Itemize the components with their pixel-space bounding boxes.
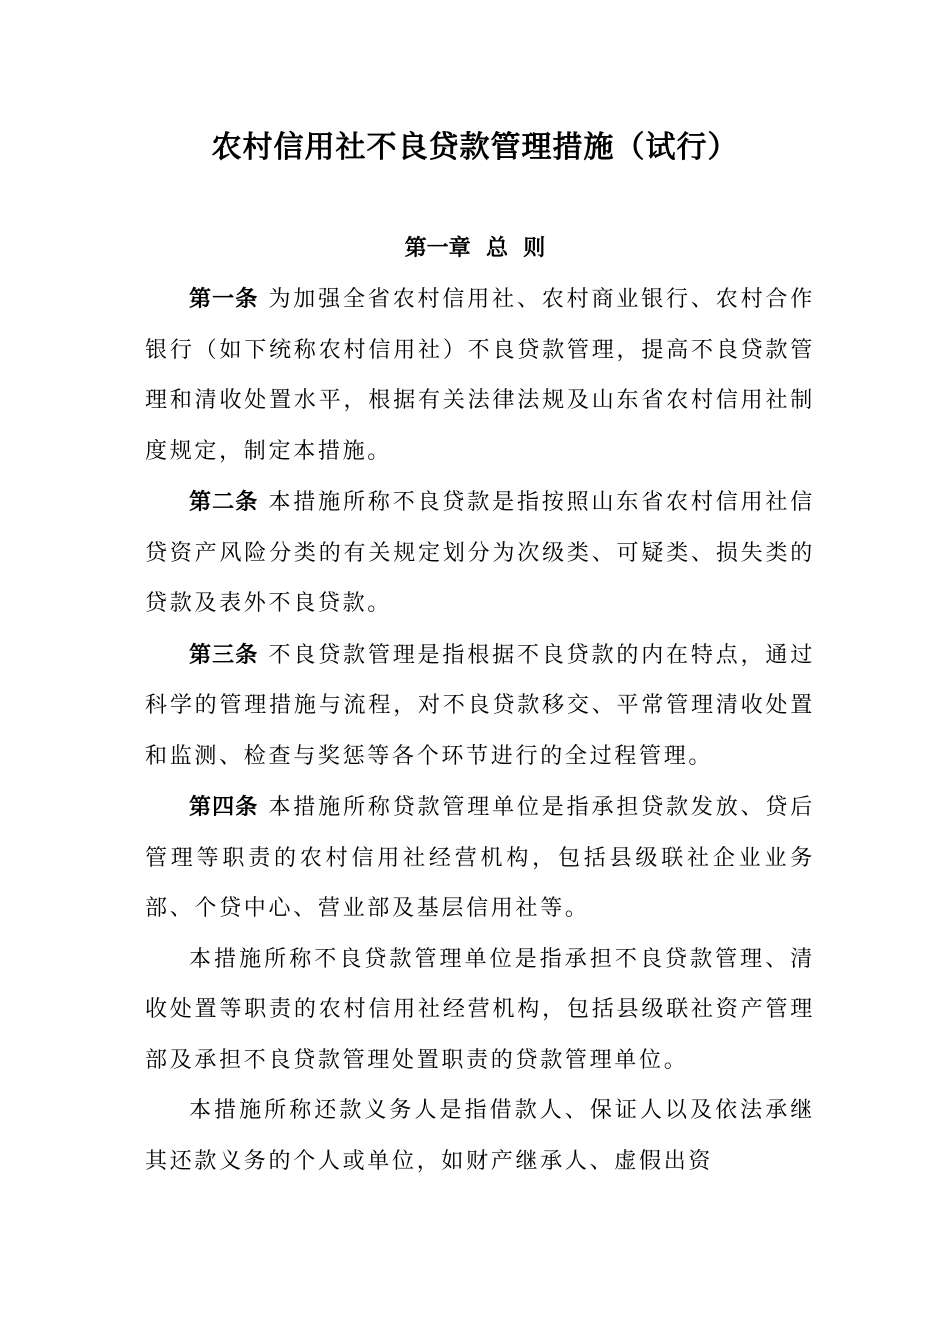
article-label: 第四条 [189,794,259,820]
document-body [145,274,815,1187]
article-label: 第一条 [189,286,259,312]
document-title: 农村信用社不良贷款管理措施（试行） [211,130,739,165]
chapter-heading: 第一章 总 则 [404,235,546,261]
article-text: 为加强全省农村信用社、农村商业银行、农村合作银行（如下统称农村信用社）不良贷款管理，提高不良贷款管理和清收处置水平，根据有关法律法规及山东省农村信用社制度规定，制定本措施。 [145,287,815,464]
article-text: 不良贷款管理是指根据不良贷款的内在特点，通过科学的管理措施与流程，对不良贷款移交、平常管理清收处置和监测、检查与奖惩等各个环节进行的全过程管理。 [145,642,815,769]
article-paragraph [145,477,815,630]
article-paragraph [145,274,815,477]
article-paragraph [145,782,815,935]
article-text: 本措施所称贷款管理单位是指承担贷款发放、贷后管理等职责的农村信用社经营机构，包括县级联社企业业务部、个贷中心、营业部及基层信用社等。 [145,795,815,921]
body-paragraph [145,935,815,1087]
paragraph-text: 本措施所称不良贷款管理单位是指承担不良贷款管理、清收处置等职责的农村信用社经营机构，包括县级联社资产管理部及承担不良贷款管理处置职责的贷款管理单位。 [145,946,815,1073]
article-label: 第三条 [189,641,259,668]
article-paragraph [145,630,815,783]
paragraph-text: 本措施所称还款义务人是指借款人、保证人以及依法承继其还款义务的个人或单位，如财产继承人、虚假出资 [145,1098,815,1174]
article-label: 第二条 [189,489,259,515]
article-text: 本措施所称不良贷款是指按照山东省农村信用社信贷资产风险分类的有关规定划分为次级类、可疑类、损失类的贷款及表外不良贷款。 [145,490,815,616]
body-paragraph [145,1086,815,1187]
